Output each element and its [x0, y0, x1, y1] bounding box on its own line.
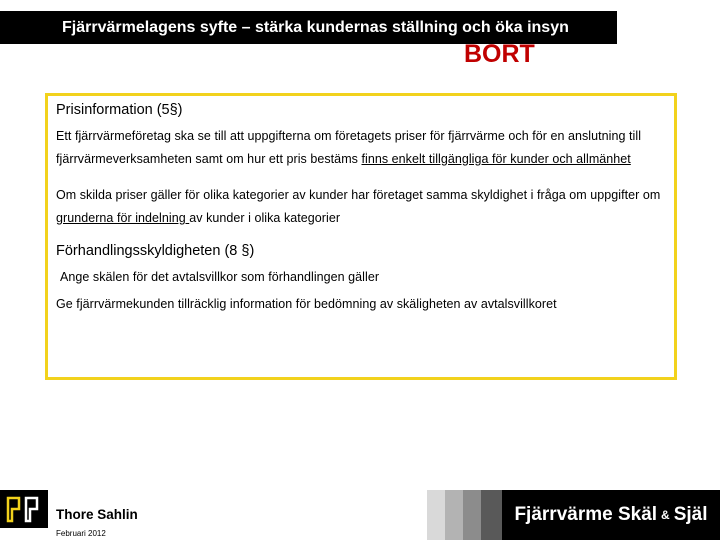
- paragraph-text: Ett fjärrvärmeföretag ska se till att uppgifterna om företagets priser för fjärrvärme och för en anslutning till fjärrvärmeverksamheten samt om hur ett pris bestäms: [56, 129, 642, 166]
- decor-stripe: [445, 490, 463, 540]
- section-heading-forhandling: Förhandlingsskyldigheten (8 §): [56, 243, 255, 259]
- brand-ampersand: &: [661, 508, 670, 522]
- pp-logo-icon: [4, 494, 44, 524]
- brand-bar: [502, 490, 720, 540]
- paragraph-reasons: Ange skälen för det avtalsvillkor som förhandlingen gäller: [60, 270, 380, 284]
- paragraph-price-categories: [56, 184, 666, 230]
- decor-stripe: [427, 490, 445, 540]
- paragraph-text: Om skilda priser gäller för olika kategorier av kunder har företaget samma skyldighet i fråga om uppgifter om: [56, 188, 661, 202]
- section-heading-prisinformation: Prisinformation (5§): [56, 102, 183, 118]
- brand-text-right: Själ: [673, 504, 708, 525]
- brand-text-left: Fjärrvärme Skäl: [514, 504, 658, 525]
- paragraph-information: Ge fjärrvärmekunden tillräcklig information för bedömning av skäligheten av avtalsvillkoret: [56, 297, 557, 311]
- paragraph-price-info: [56, 125, 666, 171]
- pp-logo: [0, 490, 48, 528]
- underlined-text: finns enkelt tillgängliga för kunder och allmänhet: [361, 152, 631, 166]
- decor-stripe: [463, 490, 481, 540]
- bort-stamp: BORT: [464, 40, 535, 68]
- content-box: [45, 93, 677, 380]
- decor-stripe: [481, 490, 502, 540]
- underlined-text: grunderna för indelning: [56, 211, 190, 225]
- presentation-date: Februari 2012: [56, 529, 106, 538]
- slide-title: Fjärrvärmelagens syfte – stärka kundernas ställning och öka insyn: [62, 18, 569, 36]
- paragraph-text: av kunder i olika kategorier: [189, 211, 341, 225]
- author-name: Thore Sahlin: [56, 507, 138, 522]
